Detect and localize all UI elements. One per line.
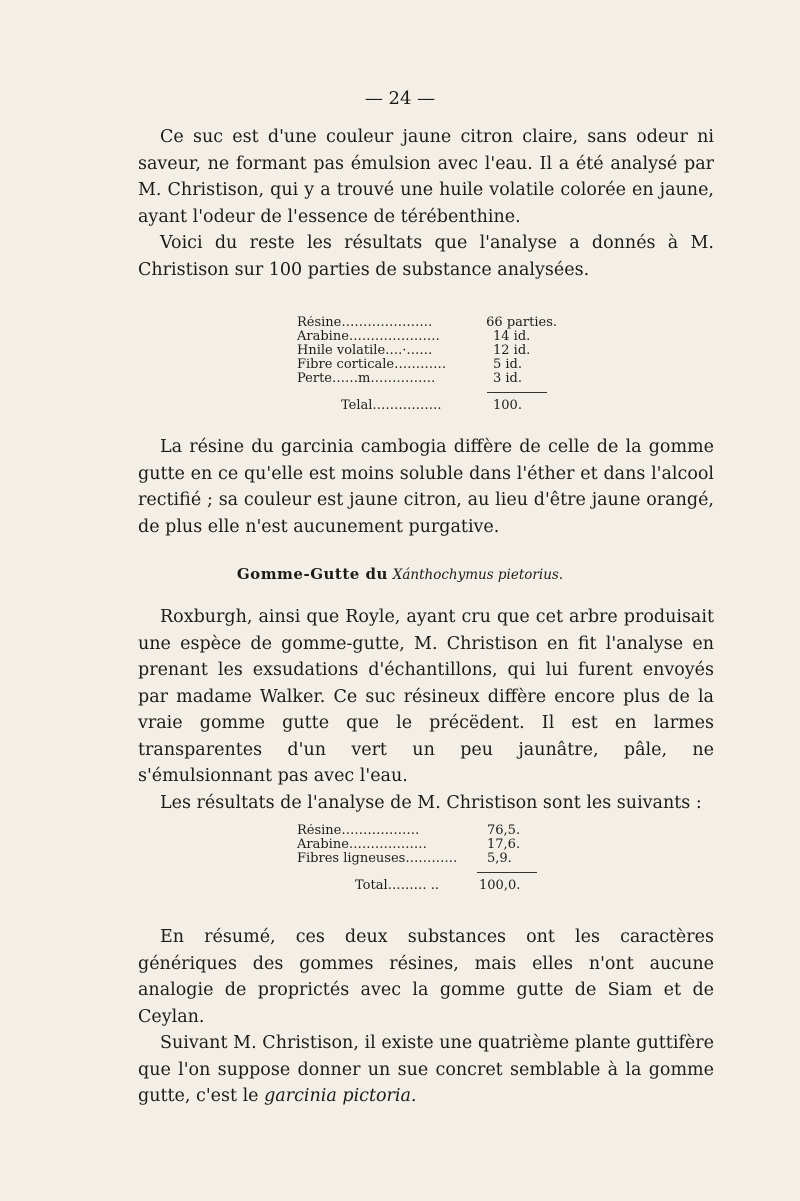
- sum-rule: [477, 872, 537, 873]
- paragraph-7-text: Suivant M. Christison, il existe une quatrième plante guttifère que l'on suppose donner un sue concret semblable à la gomme gutte, c'est le: [138, 1033, 714, 1106]
- table-row: [297, 824, 537, 838]
- table-row: [297, 358, 557, 372]
- row-label: Fibre corticale…………: [297, 358, 447, 372]
- row-value: 5 id.: [493, 357, 523, 372]
- text-block-2: [138, 434, 714, 540]
- row-label: Hnile volatile….·……: [297, 344, 433, 358]
- paragraph-3: La résine du garcinia cambogia diffère de celle de la gomme gutte en ce qu'elle est moins soluble dans l'éther et dans l'alcool rectifié ; sa couleur est jaune citron, au lieu d'être jaune orangé, de plus elle n'est aucunement purgative.: [138, 437, 714, 537]
- table-row: [297, 852, 537, 866]
- table-row: [297, 330, 557, 344]
- analysis-table-2: [297, 824, 537, 893]
- row-label: Résine………………: [297, 824, 420, 838]
- paragraph-1: Ce suc est d'une couleur jaune citron claire, sans odeur ni saveur, ne formant pas émulsion avec l'eau. Il a été analysé par M. Christison, qui y a trouvé une huile volatile colorée en jaune, ayant l'odeur de l'essence de térébenthine.: [138, 127, 714, 227]
- page-number: — 24 —: [364, 88, 436, 109]
- row-value: 17,6.: [487, 837, 521, 852]
- sum-rule: [487, 392, 547, 393]
- row-value: 3 id.: [493, 371, 523, 386]
- heading-title: Gomme-Gutte du: [236, 565, 388, 583]
- text-block-1: [138, 124, 714, 283]
- total-value: 100,0.: [479, 878, 521, 893]
- species-name: garcinia pictoria.: [264, 1086, 417, 1106]
- total-value: 100.: [493, 398, 522, 413]
- row-value: 14 id.: [493, 329, 531, 344]
- paragraph-7: [138, 1030, 714, 1110]
- analysis-table-1: [297, 316, 557, 413]
- row-label: Résine…………………: [297, 316, 433, 330]
- paragraph-5: Les résultats de l'analyse de M. Christison sont les suivants :: [160, 792, 702, 813]
- section-heading: [0, 565, 800, 583]
- row-label: Arabine…………………: [297, 330, 440, 344]
- table-row: [297, 372, 557, 386]
- row-label: Fibres ligneuses…………: [297, 852, 458, 866]
- table-row: [297, 316, 557, 330]
- total-label: Total……… ..: [355, 879, 440, 893]
- text-block-3: [138, 604, 714, 816]
- total-label: Telal…………….: [341, 399, 442, 413]
- table-row: [297, 344, 557, 358]
- table-row: [297, 838, 537, 852]
- table-total-row: [297, 879, 537, 893]
- table-total-row: [297, 399, 557, 413]
- row-value: 5,9.: [487, 851, 512, 866]
- paragraph-6: En résumé, ces deux substances ont les caractères génériques des gommes résines, mais elles n'ont aucune analogie de proprictés avec la gomme gutte de Siam et de Ceylan.: [138, 927, 714, 1027]
- text-block-4: [138, 924, 714, 1110]
- heading-species: Xánthochymus pietorius.: [392, 567, 564, 583]
- paragraph-4: Roxburgh, ainsi que Royle, ayant cru que cet arbre produisait une espèce de gomme-gutte, M. Christison en fit l'analyse en prenant les exsudations d'échantillons, qui lui furent envoyés par madame Walker. Ce suc résineux diffère encore plus de la vraie gomme gutte que le précëdent. Il est en larmes transparentes d'un vert un peu jaunâtre, pâle, ne s'émulsionnant pas avec l'eau.: [138, 607, 714, 786]
- paragraph-2: Voici du reste les résultats que l'analyse a donnés à M. Christison sur 100 parties de substance analysées.: [138, 233, 714, 280]
- row-value: 66 parties.: [486, 315, 557, 330]
- row-label: Perte……m……………: [297, 372, 436, 386]
- row-value: 12 id.: [493, 343, 531, 358]
- row-value: 76,5.: [487, 823, 521, 838]
- row-label: Arabine………………: [297, 838, 427, 852]
